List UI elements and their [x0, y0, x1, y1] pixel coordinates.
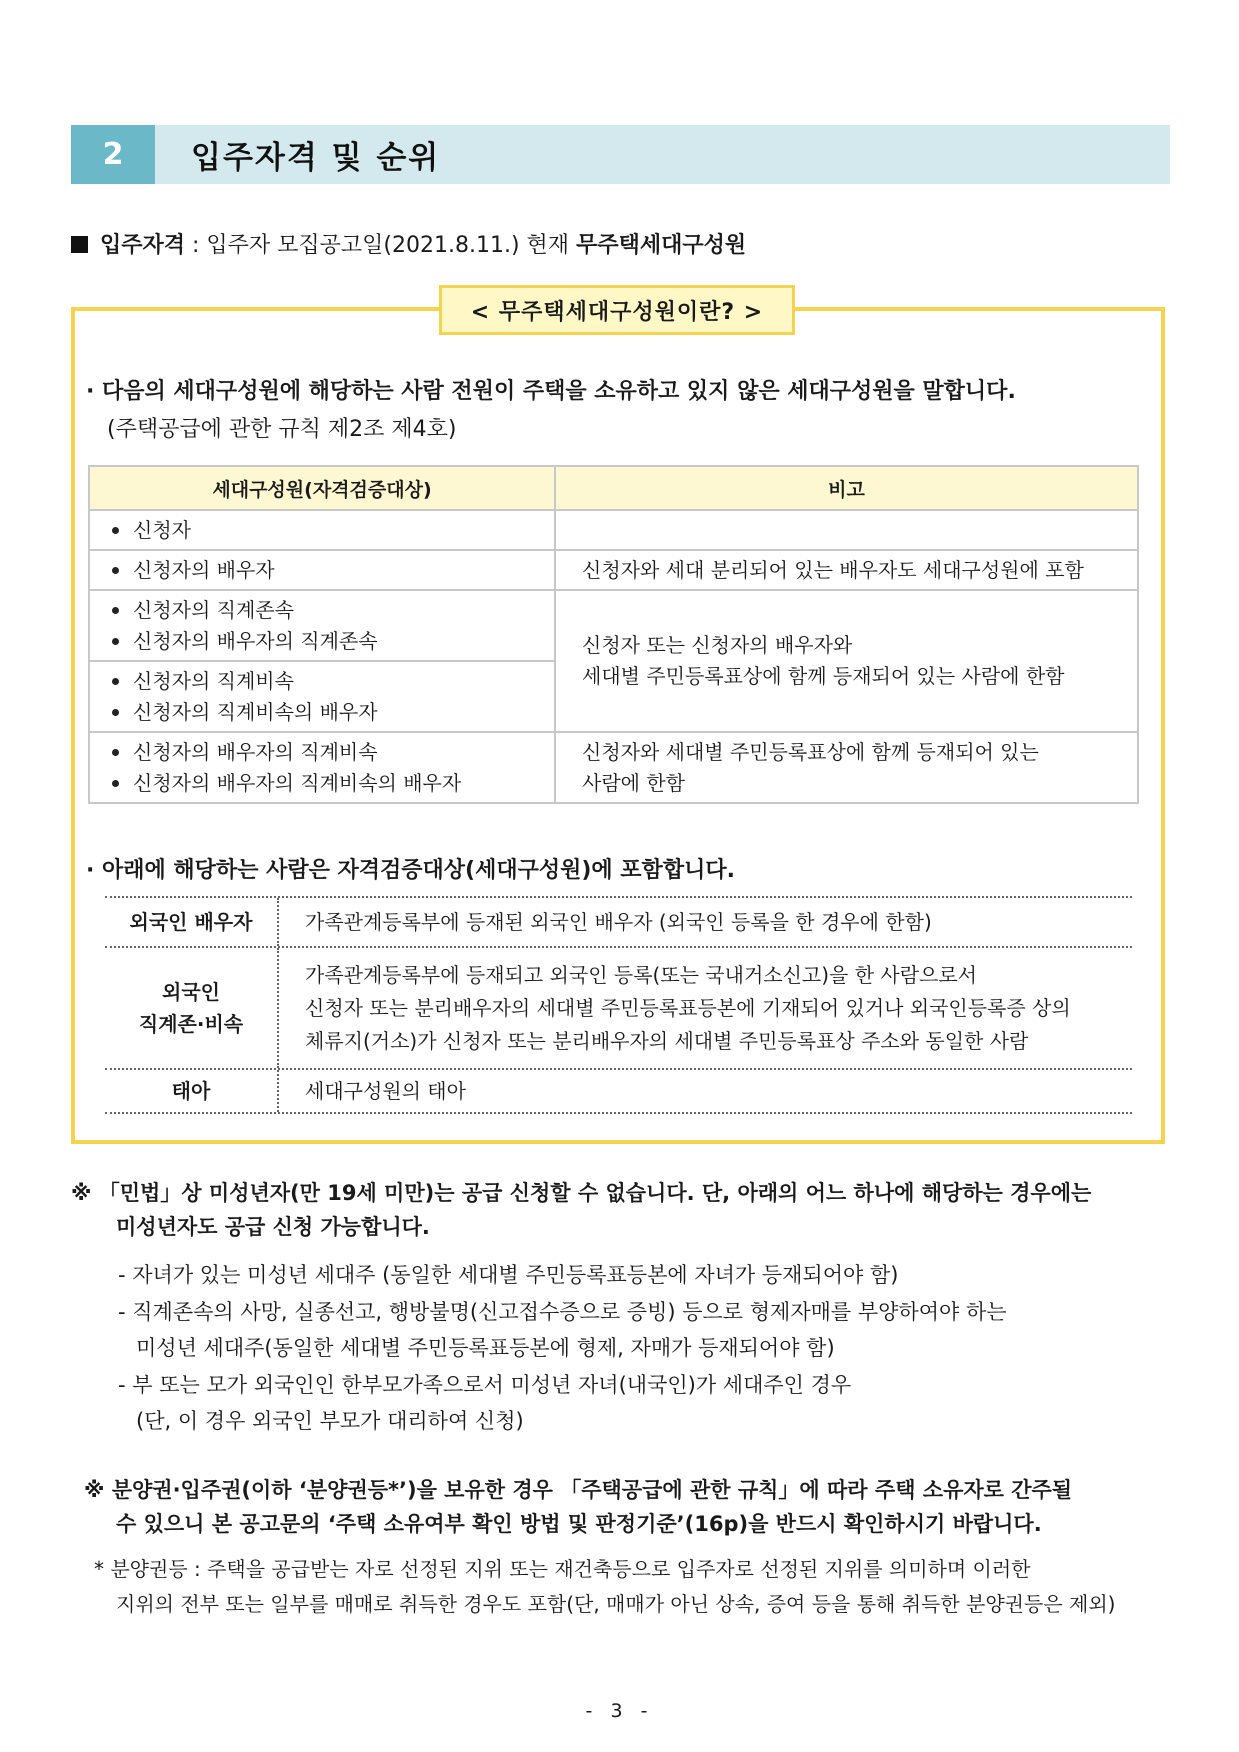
bullet-icon: [112, 709, 119, 716]
qualification-label: 입주자격: [100, 233, 186, 258]
presale-note-line1: ※ 분양권·입주권(이하 ‘분양권등*’)을 보유한 경우 「주택공급에 관한 규칙」에 따라 주택 소유자로 간주될: [84, 1478, 1073, 1502]
definition-source: (주택공급에 관한 규칙 제2조 제4호): [107, 417, 457, 442]
include-heading: · 아래에 해당하는 사람은 자격검증대상(세대구성원)에 포함합니다.: [86, 858, 735, 883]
section-title: 입주자격 및 순위: [191, 140, 441, 176]
bullet-icon: [112, 780, 119, 787]
qualification-line: 입주자격 : 입주자 모집공고일(2021.8.11.) 현재 무주택세대구성원: [71, 228, 746, 259]
minor-item: - 부 또는 모가 외국인인 한부모가족으로서 미성년 자녀(내국인)가 세대주인 경우: [118, 1373, 852, 1397]
table-row: 신청자: [89, 510, 1138, 550]
presale-footnote-line1: * 분양권등 : 주택을 공급받는 자로 선정된 지위 또는 재건축등으로 입주자로 선정된 지위를 의미하며 이러한: [94, 1557, 1031, 1581]
qualification-emph: 무주택세대구성원: [576, 233, 747, 258]
minor-item: (단, 이 경우 외국인 부모가 대리하여 신청): [136, 1409, 524, 1433]
table-header-members: 세대구성원(자격검증대상): [89, 466, 555, 510]
qualification-text: 입주자 모집공고일(2021.8.11.) 현재: [206, 233, 577, 258]
page-number: - 3 -: [585, 1700, 654, 1722]
table-row: 외국인 배우자 가족관계등록부에 등재된 외국인 배우자 (외국인 등록을 한 경우에 한함): [105, 896, 1132, 948]
minor-item: 미성년 세대주(동일한 세대별 주민등록표등본에 형제, 자매가 등재되어야 함): [136, 1336, 835, 1360]
section-number: 2: [71, 125, 155, 184]
table-header-remark: 비고: [555, 466, 1138, 510]
square-bullet-icon: [71, 236, 88, 253]
definition-box-label: < 무주택세대구성원이란? >: [439, 285, 795, 335]
bullet-icon: [112, 527, 119, 534]
bullet-icon: [112, 749, 119, 756]
table-row: 신청자의 직계비속 신청자의 직계비속의 배우자: [89, 661, 1138, 732]
section-header: [71, 125, 1170, 184]
table-row: 외국인 직계존·비속 가족관계등록부에 등재되고 외국인 등록(또는 국내거소신고)을 한 사람으로서 신청자 또는 분리배우자의 세대별 주민등록표등본에 기재되어 있거나 외국인등록증 상의 체류지(거소)가 신청자 또는 분리배우자의 세대별 주민등록표상 주소와 동일한 사람: [105, 948, 1132, 1070]
bullet-icon: [112, 678, 119, 685]
definition-line: · 다음의 세대구성원에 해당하는 사람 전원이 주택을 소유하고 있지 않은 세대구성원을 말합니다.: [86, 379, 1016, 404]
included-persons-table: [105, 896, 1132, 1114]
table-row: 신청자의 배우자의 직계비속 신청자의 배우자의 직계비속의 배우자 신청자와 세대별 주민등록표상에 함께 등재되어 있는 사람에 한함: [89, 732, 1138, 803]
minor-note-line2: 미성년자도 공급 신청 가능합니다.: [116, 1215, 430, 1239]
bullet-icon: [112, 567, 119, 574]
minor-item: - 직계존속의 사망, 실종선고, 행방불명(신고접수증으로 증빙) 등으로 형제자매를 부양하여야 하는: [118, 1300, 1007, 1324]
minor-item: - 자녀가 있는 미성년 세대주 (동일한 세대별 주민등록표등본에 자녀가 등재되어야 함): [118, 1263, 899, 1287]
presale-note-line2: 수 있으니 본 공고문의 ‘주택 소유여부 확인 방법 및 판정기준’(16p)을 반드시 확인하시기 바랍니다.: [116, 1512, 1042, 1536]
household-members-table: [88, 465, 1139, 804]
bullet-icon: [112, 638, 119, 645]
presale-footnote-line2: 지위의 전부 또는 일부를 매매로 취득한 경우도 포함(단, 매매가 아닌 상속, 증여 등을 통해 취득한 분양권등은 제외): [116, 1592, 1116, 1616]
table-row: 태아 세대구성원의 태아: [105, 1070, 1132, 1114]
minor-note-line1: ※ 「민법」상 미성년자(만 19세 미만)는 공급 신청할 수 없습니다. 단, 아래의 어느 하나에 해당하는 경우에는: [71, 1181, 1092, 1205]
bullet-icon: [112, 607, 119, 614]
table-row: 신청자의 배우자 신청자와 세대 분리되어 있는 배우자도 세대구성원에 포함: [89, 550, 1138, 590]
table-row: 신청자의 직계존속 신청자의 배우자의 직계존속 신청자 또는 신청자의 배우자와 세대별 주민등록표상에 함께 등재되어 있는 사람에 한함: [89, 590, 1138, 661]
